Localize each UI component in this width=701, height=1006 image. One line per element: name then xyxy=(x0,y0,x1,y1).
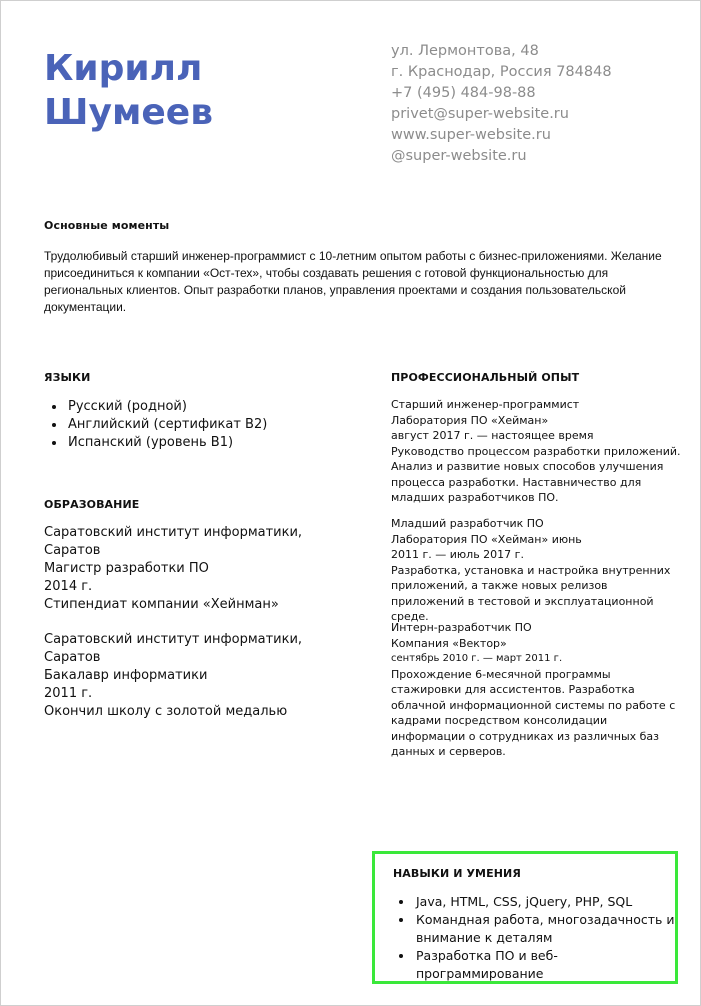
summary-text: Трудолюбивый старший инженер-программист с 10-летним опытом работы с бизнес-приложениями. Желание присоединиться к компании «Ост-тех», чтобы создавать решения с готовой функциональностью для региональных клиентов. Опыт разработки планов, управления проектами и создания пользовательской документации. xyxy=(44,249,662,314)
contact-email: privet@super-website.ru xyxy=(391,106,569,122)
name-first: Кирилл xyxy=(44,48,203,89)
candidate-name xyxy=(44,47,213,135)
contact-phone: +7 (495) 484-98-88 xyxy=(391,85,536,101)
list-item: • Английский (сертификат B2) xyxy=(66,416,267,434)
job-role: Интерн-разработчик ПО xyxy=(391,621,532,634)
languages-title: ЯЗЫКИ xyxy=(44,371,91,384)
job-period: август 2017 г. — настоящее время xyxy=(391,429,594,442)
job-role: Младший разработчик ПО xyxy=(391,517,544,530)
skills-title: НАВЫКИ И УМЕНИЯ xyxy=(393,867,521,880)
list-item: • Русский (родной) xyxy=(66,398,267,416)
education-entry xyxy=(44,524,344,614)
job-description: Руководство процессом разработки приложений. Анализ и развитие новых способов улучшения процесса разработки. Наставничество для младших разработчиков ПО. xyxy=(391,444,681,504)
summary-title: Основные моменты xyxy=(44,219,170,232)
list-item: • Испанский (уровень B1) xyxy=(66,434,267,452)
experience-title: ПРОФЕССИОНАЛЬНЫЙ ОПЫТ xyxy=(391,371,580,384)
job-company: Лаборатория ПО «Хейман» июнь xyxy=(391,532,582,546)
education-year: 2011 г. xyxy=(44,686,93,701)
education-title: ОБРАЗОВАНИЕ xyxy=(44,498,140,511)
education-institution: Саратовский институт информатики, Саратов xyxy=(44,525,303,558)
languages-list xyxy=(44,398,267,452)
skills-list xyxy=(392,893,684,983)
name-last: Шумеев xyxy=(44,92,213,133)
skills-section xyxy=(372,851,678,984)
list-item: • Java, HTML, CSS, jQuery, PHP, SQL xyxy=(414,893,684,911)
education-institution: Саратовский институт информатики, Саратов xyxy=(44,632,303,665)
job-company: Компания «Вектор» xyxy=(391,636,507,650)
job-company: Лаборатория ПО «Хейман» xyxy=(391,413,549,427)
education-note: Окончил школу с золотой медалью xyxy=(44,704,288,719)
list-item: • Разработка ПО и веб-программирование xyxy=(414,947,684,983)
job-role: Старший инженер-программист xyxy=(391,398,580,411)
job-description: Разработка, установка и настройка внутренних приложений, а также новых релизов приложений в тестовой и эксплуатационной среде. xyxy=(391,563,671,623)
job-entry xyxy=(391,620,681,760)
contact-block xyxy=(391,41,612,167)
contact-city: г. Краснодар, Россия 784848 xyxy=(391,64,612,80)
contact-social: @super-website.ru xyxy=(391,148,527,164)
contact-website: www.super-website.ru xyxy=(391,127,551,143)
job-entry xyxy=(391,516,681,625)
education-entry xyxy=(44,631,344,721)
education-degree: Бакалавр информатики xyxy=(44,668,208,683)
job-description: Прохождение 6-месячной программы стажировки для ассистентов. Разработка облачной информационной системы по работе с кадрами посредством консолидации информации о сотрудниках из различных баз данных и серверов. xyxy=(391,667,676,758)
contact-address: ул. Лермонтова, 48 xyxy=(391,43,539,59)
job-period: сентябрь 2010 г. — март 2011 г. xyxy=(391,653,563,664)
list-item: • Командная работа, многозадачность и внимание к деталям xyxy=(414,911,684,947)
education-year: 2014 г. xyxy=(44,579,93,594)
education-degree: Магистр разработки ПО xyxy=(44,561,209,576)
job-entry xyxy=(391,397,681,506)
job-period: 2011 г. — июль 2017 г. xyxy=(391,548,524,561)
education-note: Стипендиат компании «Хейнман» xyxy=(44,597,279,612)
